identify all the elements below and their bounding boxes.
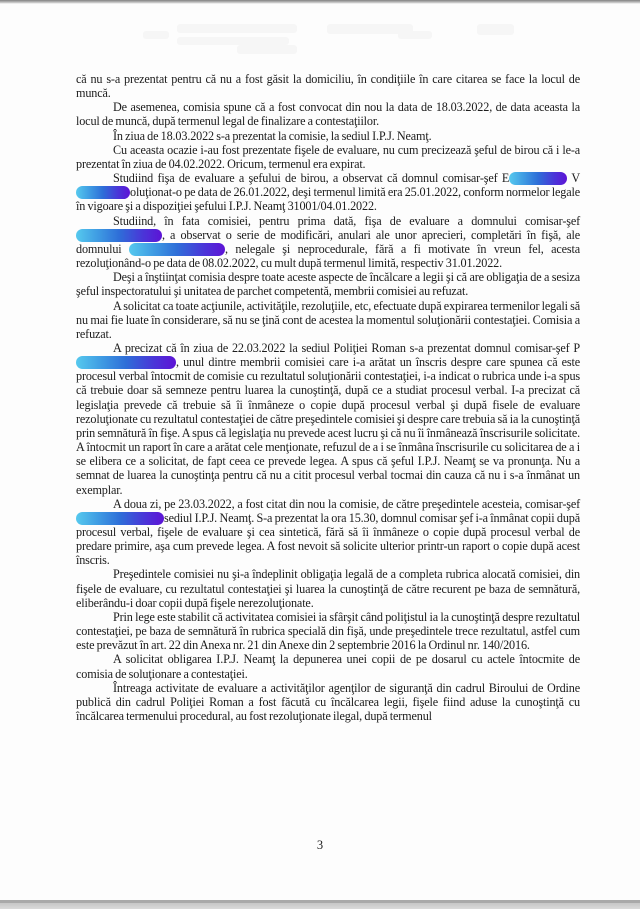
paragraph: A solicitat obligarea I.P.J. Neamţ la depunerea unei copii de pe dosarul cu actele întocmite de comisia de soluţionare a contestaţiei.	[76, 652, 580, 681]
paragraph: Preşedintele comisiei nu şi-a îndeplinit obligaţia legală de a completa rubrica alocată comisiei, din fişele de evaluare, cu rezultatul contestaţiei şi luarea la cunoştinţă de către recurent pe baza de semnătură, eliberându-i doar copii după fişele nerezoluţionate.	[76, 567, 580, 610]
paragraph: A solicitat ca toate acţiunile, activităţile, rezoluţiile, etc, efectuate după expirarea termenilor legali să nu mai fie luate în considerare, să nu se ţină cont de acestea la momentul soluţionării contestaţiei. Comisia a refuzat.	[76, 298, 580, 341]
scan-edge-top	[0, 0, 640, 4]
paragraph: În ziua de 18.03.2022 s-a prezentat la comisie, la sediul I.P.J. Neamţ.	[113, 128, 432, 143]
paragraph: Studiind, în fata comisiei, pentru prima dată, fişa de evaluare a domnului comisar-şef , a observat o serie de modificări, anulari ale unor aprecieri, completări în fişă, ale domnului , nelegale şi neprocedurale, fără a fi motivate în vreun fel, acesta rezoluţionând-o pe data de 08.02.2022, cu mult după termenul limită, respectiv 31.01.2022.	[76, 213, 580, 271]
faded-redaction-mark	[237, 45, 297, 54]
redaction-mark	[509, 172, 567, 185]
redaction-mark	[129, 243, 225, 256]
faded-redaction-mark	[477, 24, 514, 35]
scan-edge-bottom-strip	[0, 903, 640, 909]
paragraph: Cu aceasta ocazie i-au fost prezentate fişele de evaluare, nu cum precizează şeful de birou că i le-a prezentat în ziua de 04.02.2022. Oricum, termenul era expirat.	[76, 142, 580, 171]
paragraph: că nu s-a prezentat pentru că nu a fost găsit la domiciliu, în condiţiile în care citarea se face la locul de muncă.	[76, 72, 580, 101]
document-body	[76, 72, 580, 723]
paragraph: A precizat că în ziua de 22.03.2022 la sediul Poliţiei Roman s-a prezentat domnul comisar-şef P, unul dintre membrii comisiei care i-a arătat un înscris despre care spunea că este procesul verbal întocmit de comisie cu rezultatul soluţionării contestaţiei, i-a indicat o rubrica unde i-a spus că trebuie doar să semneze pentru luarea la cunoştinţă, după ce a studiat procesul verbal. I-a precizat că legislaţia prevede că trebuie să îi înmâneze o copie după procesul verbal şi după fisele de evaluare rezoluţionate cu rezultatul contestaţiei de către preşedintele comisiei şi despre care trebuia să ia la cunoştinţă prin semnătură în fişe. A spus că legislaţia nu prevede acest lucru şi că nu îi înmânează înscrisurile solicitate. A întocmit un raport în care a arătat cele menţionate, refuzul de a i se înmâna înscrisurile cu solicitarea de a i se elibera ce a solicitat, de fapt ceea ce prevede legea. A spus că şeful I.P.J. Neamţ se va pronunţa. Nu a semnat de luarea la cunoştinţa pentru că nu a citit procesul verbal tocmai din cauza că nu i s-a înmânat un exemplar.	[76, 340, 580, 497]
paragraph: Întreaga activitate de evaluare a activităţilor agenţilor de siguranţă din cadrul Biroului de Ordine publică din cadrul Poliţiei Roman a fost făcută cu încălcarea legii, fişele fiind aduse la cunoştinţă cu încălcarea termenului procedural, au fost rezoluţionate ilegal, după termenul	[76, 680, 580, 724]
redaction-mark	[76, 512, 164, 525]
paragraph: Prin lege este stabilit că activitatea comisiei ia sfârşit când poliţistul ia la cunoştinţă despre rezultatul contestaţiei, pe baza de semnătură în rubrica specială din fişă, unde preşedintele trece rezultatul, astfel cum este prevăzut în art. 22 din Anexa nr. 21 din Anexe din 2 septembrie 2016 la Ordinul nr. 140/2016.	[76, 609, 580, 653]
faded-redaction-mark	[398, 31, 432, 39]
paragraph: A doua zi, pe 23.03.2022, a fost citat din nou la comisie, de către preşedintele acesteia, comisar-şef sediul I.P.J. Neamţ. S-a prezentat la ora 15.30, domnul comisar şef i-a înmânat copii după procesul verbal, fişele de evaluare şi cea sintetică, fără să îi înmâneze o copie după procesul verbal de predare primire, aşa cum prevede legea. A fost nevoit să solicite ulterior printr-un raport o copie după acest înscris.	[76, 496, 580, 568]
redaction-mark	[76, 186, 130, 199]
paragraph: Deşi a înştiinţat comisia despre toate aceste aspecte de încălcare a legii şi că are obligaţia de a sesiza şeful inspectoratului şi unitatea de parchet competentă, membrii comisiei au refuzat.	[76, 270, 580, 299]
paragraph: Studiind fişa de evaluare a şefului de birou, a observat că domnul comisar-şef E Voluţionat-o pe data de 26.01.2022, deşi termenul limită era 25.01.2022, conform normelor legale în vigoare şi a dispoziţiei şefului I.P.J. Neamţ 31001/04.01.2022.	[76, 171, 580, 214]
paragraph: De asemenea, comisia spune că a fost convocat din nou la data de 18.03.2022, de data aceasta la locul de muncă, după termenul legal de finalizare a contestaţiilor.	[76, 100, 580, 129]
faded-redaction-mark	[177, 37, 289, 45]
faded-redaction-mark	[177, 24, 297, 33]
redaction-mark	[76, 229, 162, 242]
page-number: 3	[316, 838, 324, 852]
faded-redaction-mark	[143, 31, 169, 39]
redaction-mark	[76, 356, 176, 369]
